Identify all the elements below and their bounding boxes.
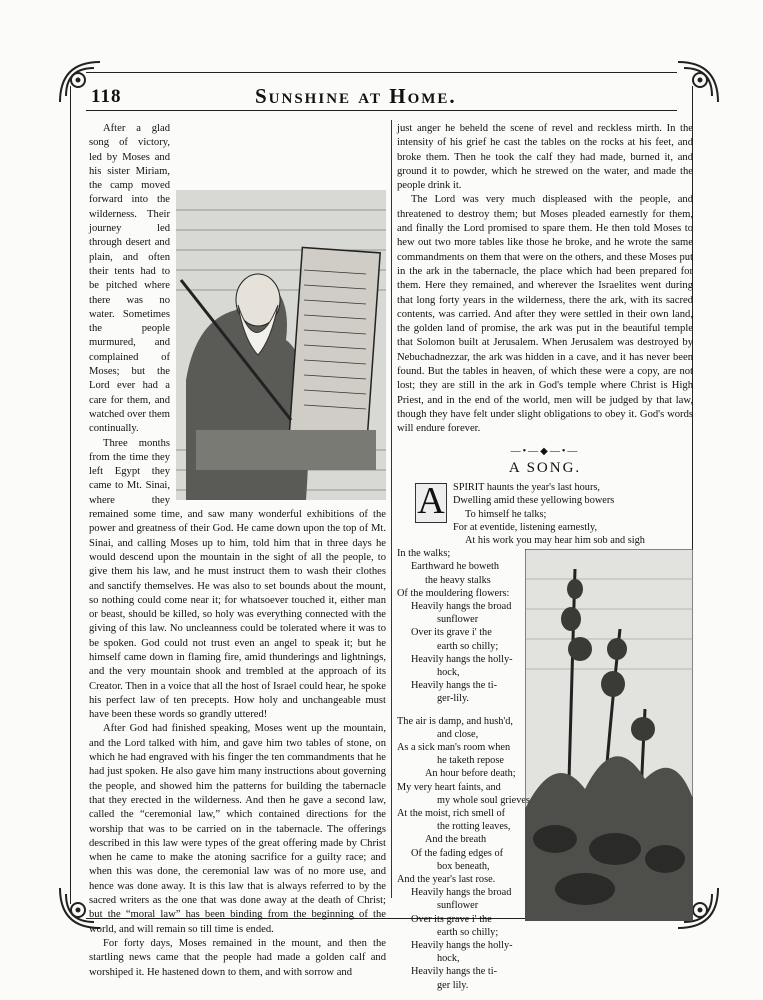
poem-line: my whole soul grieves xyxy=(437,794,530,806)
poem-line: And the year's last rose. xyxy=(397,874,496,886)
poem-line: The air is damp, and hush'd, xyxy=(397,715,513,727)
section-ornament: —•—◆—•— xyxy=(510,445,580,457)
header-rule xyxy=(86,110,677,111)
poem-line: hock, xyxy=(437,953,460,965)
poem-line: For at eventide, listening earnestly, xyxy=(453,521,598,533)
poem-line: he taketh repose xyxy=(437,755,504,767)
paragraph: After a glad song of victory, led by Moses and his sister Miriam, the camp moved forward into the wilderness. Their journey led through desert and plain, and often their tents had to be pitched where there was no water. Sometimes the people murmured, and complained of Moses; but the Lord ever had a care for them, and watched over them continually. xyxy=(89,123,170,435)
song-title: A SONG. xyxy=(508,459,582,476)
poem-line: Over its grave i' the xyxy=(411,627,492,639)
poem-line: At the moist, rich smell of xyxy=(397,808,506,819)
paragraph: Three months from the time they left Egypt they came to Mt. Sinai, where they remained some time, and saw many wonderful exhibitions of the power and greatness of their God. He came down upon the top of Mt. Sinai, and calling Moses up to him, told him that in three days he would descend upon the mountain in the sight of all the people, to give them his law, and he must instruct them to wash their clothes and sanctify themselves. He was also to set bounds about the mount, so nothing could come near it; for whatsoever touched it, either man or beast, should be killed, so holy was everything connected with the giving of this law. No uncleanness could be tolerated where it was to be spoken. God could not trust even an angel to speak it; but he himself came down in flaming fire, amid thunderings and lightnings, and the very mountain shook and trembled at the approach of its Creator. Then in a voice that all the host of Israel could hear, he spoke his perfect law of ten precepts. How holy and unchangeable must have been these words so grandly uttered! xyxy=(89,437,386,721)
right-column xyxy=(397,122,693,992)
drop-cap: A xyxy=(415,483,447,523)
paragraph: The Lord was very much displeased with the people, and threatened to destroy them; but Moses pleaded earnestly for them, and finally the Lord promised to spare them. He then told Moses to hew out two more tables like those he broke, and he wrote the same commandments on them that were on the others, and these Moses put in the ark in the tabernacle, the place which had been prepared for them. Here they remained, and wherever the Israelites went during that long forty years in the wilderness, there the ark, with its sacred contents, was carried. And after they were settled in their own land, the golden land of promise, the ark was put in the beautiful temple that Solomon built at Jerusalem. When Jerusalem was destroyed by Nebuchadnezzar, the ark was hidden in a cave, and it has never been found. But the tables in heaven, of which these were a copy, are not lost; they are still in the ark in God's temple where Christ is High Priest, and in the end of the world, men will be judged by that law, though they have felt under slight obligations to obey it. God's words will endure forever. xyxy=(397,194,693,435)
poem xyxy=(397,481,693,992)
left-column xyxy=(89,122,386,980)
poem-line: At his work you may hear him sob and sigh xyxy=(465,534,645,546)
poem-line: Earthward he boweth xyxy=(411,561,500,573)
poem-line: ger-lily. xyxy=(437,693,470,705)
page-number: 118 xyxy=(91,86,122,107)
frame-left-rule xyxy=(70,86,71,904)
column-divider xyxy=(391,120,392,898)
poem-line: In the walks; xyxy=(397,548,451,560)
poem-line: SPIRIT haunts the year's last hours, xyxy=(453,482,600,494)
poem-line: To himself he talks; xyxy=(465,508,547,520)
paragraph: After God had finished speaking, Moses went up the mountain, and the Lord talked with him, and gave him two tables of stone, on which he had engraved with his finger the ten commandments that he had just spoken. He also gave him many instructions about governing the people, and showed him the patterns for building the tabernacle that they erected in the wilderness. And then he gave a second law, called the “ceremonial law,” which contained directions for the worship that was to be carried on in the tabernacle. The offerings described in this law were types of the great offering made by Christ when he came to make the atoning sacrifice for a guilty race; and when this was done, the ceremonial law was of no more use, and hence was done away. It is this law that is always referred to by the sacred writers as the one that was done away at the death of Christ; but the “moral law” has been binding from the beginning of the world, and will remain so till time is ended. xyxy=(89,723,386,935)
poem-line: Dwelling amid these yellowing bowers xyxy=(453,495,615,507)
poem-line: earth so chilly; xyxy=(437,640,499,652)
poem-line: the heavy stalks xyxy=(425,574,491,586)
corner-ornament-top-right xyxy=(672,56,724,108)
paragraph: For forty days, Moses remained in the mount, and then the startling news came that the people had made a golden calf and worshiped it. He hastened down to them, and with sorrow and xyxy=(89,937,386,978)
poem-line: And the breath xyxy=(425,834,487,846)
poem-line: My very heart faints, and xyxy=(397,781,501,793)
poem-line: hock, xyxy=(437,666,460,678)
poem-line: earth so chilly; xyxy=(437,926,499,938)
hollyhock-illustration xyxy=(525,549,693,921)
poem-line: Heavily hangs the broad xyxy=(411,887,512,899)
poem-line: Over its grave i' the xyxy=(411,913,492,925)
poem-line: Heavily hangs the ti- xyxy=(411,966,498,978)
poem-line: Heavily hangs the holly- xyxy=(411,940,513,952)
poem-line: Heavily hangs the broad xyxy=(411,600,512,612)
poem-line: Heavily hangs the ti- xyxy=(411,680,498,692)
frame-top-rule xyxy=(86,72,677,73)
poem-line: box beneath, xyxy=(437,860,490,872)
poem-line: ger lily. xyxy=(437,979,469,991)
poem-line: and close, xyxy=(437,728,479,740)
poem-line: Heavily hangs the holly- xyxy=(411,653,513,665)
poem-line: the rotting leaves, xyxy=(437,821,511,833)
poem-line: Of the fading edges of xyxy=(411,847,504,859)
running-title: Sunshine at Home. xyxy=(255,84,457,108)
moses-illustration xyxy=(176,190,386,500)
poem-line: sunflower xyxy=(437,614,479,626)
poem-line: An hour before death; xyxy=(425,768,516,780)
poem-line: sunflower xyxy=(437,900,479,912)
poem-line: As a sick man's room when xyxy=(397,741,511,753)
poem-line: Of the mouldering flowers: xyxy=(397,587,510,599)
paragraph: just anger he beheld the scene of revel and reckless mirth. In the intensity of his grief he cast the tables on the rocks at his feet, and broke them. Then he took the calf they had made, burned it, and ground it to powder, which he strewed on the water, and made the people drink it. xyxy=(397,123,693,192)
